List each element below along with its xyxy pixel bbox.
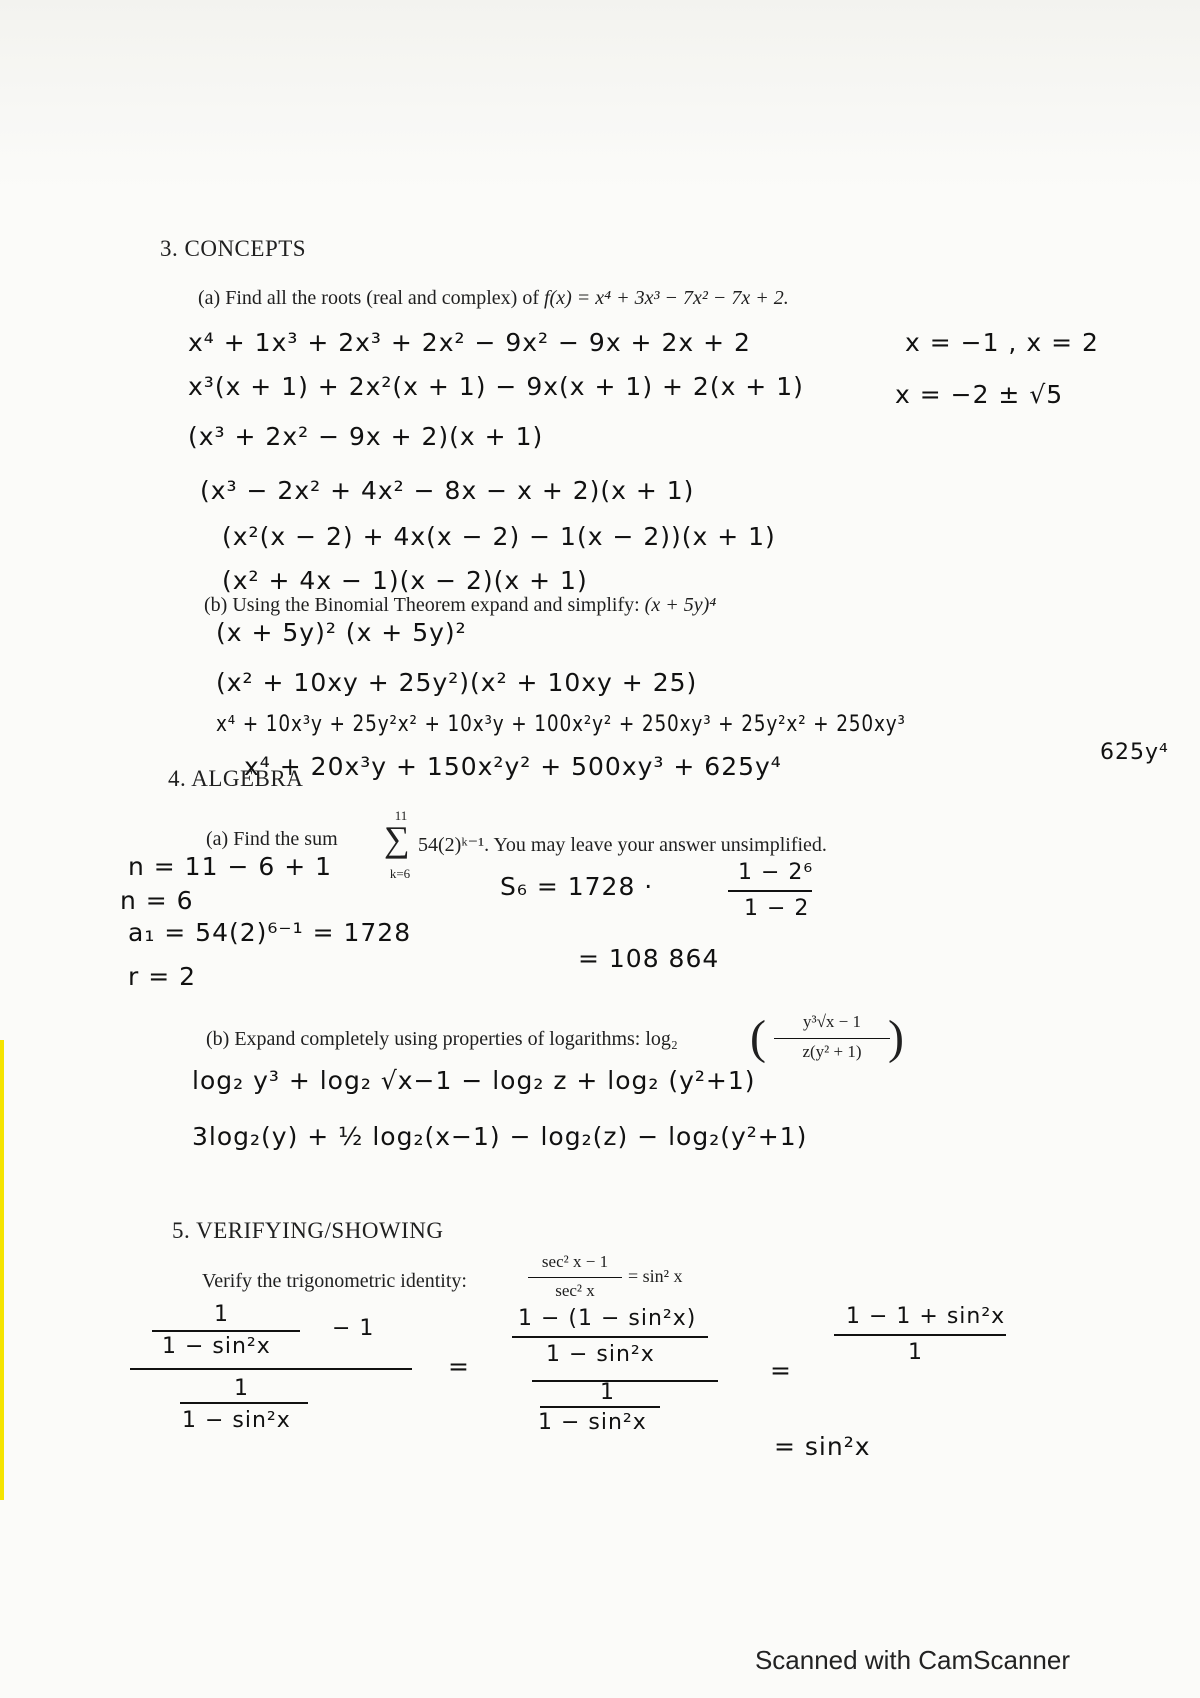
- problem-4a-label: (a) Find the sum: [206, 828, 338, 850]
- problem-3b: [204, 594, 716, 617]
- section-heading-concepts: 3. CONCEPTS: [160, 236, 307, 261]
- trig-step3-denominator: 1: [908, 1340, 923, 1365]
- fraction-bar: [512, 1336, 708, 1338]
- trig-equals: =: [448, 1352, 470, 1381]
- binomial-work-line: (x + 5y)² (x + 5y)²: [216, 618, 467, 647]
- concepts-work-line: (x³ − 2x² + 4x² − 8x − x + 2)(x + 1): [200, 476, 695, 505]
- scan-shadow: [0, 0, 1200, 190]
- fraction-bar: [540, 1406, 660, 1408]
- problem-3b-label: (b) Using the Binomial Theorem expand and simplify:: [204, 594, 645, 616]
- verify-prompt: Verify the trigonometric identity:: [202, 1270, 467, 1292]
- trig-step1-top-denominator: 1 − sin²x: [162, 1334, 271, 1359]
- binomial-work-line: (x² + 10xy + 25y²)(x² + 10xy + 25): [216, 668, 698, 697]
- log-work-line: 3log₂(y) + ½ log₂(x−1) − log₂(z) − log₂(y²+1): [192, 1122, 808, 1151]
- algebra-a-result: S₆ = 1728 ·: [500, 872, 654, 901]
- algebra-a-result-denominator: 1 − 2: [744, 896, 810, 921]
- identity-numerator: sec² x − 1: [541, 1252, 609, 1271]
- paren-open: (: [750, 1011, 766, 1064]
- fraction-bar: [152, 1330, 300, 1332]
- paren-close: ): [888, 1011, 904, 1064]
- trig-step1-minus-one: − 1: [332, 1316, 375, 1341]
- trig-step1-top-numerator: 1: [214, 1302, 229, 1327]
- algebra-a-work-line: n = 6: [120, 886, 194, 915]
- fraction-bar: [834, 1334, 1006, 1336]
- concepts-work-line: (x³ + 2x² − 9x + 2)(x + 1): [188, 422, 544, 451]
- trig-step2-bottom-numerator: 1: [600, 1380, 615, 1405]
- fraction-bar: [180, 1402, 308, 1404]
- page-edge-mark: [0, 1040, 4, 1500]
- binomial-work-line: 625y⁴: [1100, 740, 1169, 765]
- concepts-work-line: (x² + 4x − 1)(x − 2)(x + 1): [222, 566, 588, 595]
- main-fraction-bar: [532, 1380, 718, 1382]
- algebra-a-final: = 108 864: [578, 944, 720, 973]
- trig-step2-top-numerator: 1 − (1 − sin²x): [518, 1306, 697, 1331]
- problem-4b-numerator: y³√x − 1: [802, 1012, 861, 1031]
- problem-3a-label: (a) Find all the roots (real and complex) of: [198, 287, 544, 309]
- algebra-a-work-line: n = 11 − 6 + 1: [128, 852, 332, 881]
- problem-4a-term: 54(2)ᵏ⁻¹. You may leave your answer unsimplified.: [418, 834, 827, 856]
- concepts-root: x = −2 ± √5: [895, 380, 1064, 409]
- fraction-bar: [774, 1038, 890, 1039]
- algebra-a-result-numerator: 1 − 2⁶: [738, 860, 814, 885]
- scanner-watermark: Scanned with CamScanner: [754, 1645, 1070, 1675]
- problem-4b-denominator: z(y² + 1): [802, 1042, 862, 1061]
- problem-3b-expression: (x + 5y)⁴: [644, 594, 717, 616]
- trig-step1-bottom-numerator: 1: [234, 1376, 249, 1401]
- binomial-work-line: x⁴ + 10x³y + 25y²x² + 10x³y + 100x²y² + 250xy³ + 25y²x² + 250xy³: [216, 712, 906, 737]
- trig-step1-bottom-denominator: 1 − sin²x: [182, 1408, 291, 1433]
- binomial-work-line: x⁴ + 20x³y + 150x²y² + 500xy³ + 625y⁴: [244, 752, 782, 781]
- concepts-work-line: (x²(x − 2) + 4x(x − 2) − 1(x − 2))(x + 1): [222, 522, 776, 551]
- identity-rhs: = sin² x: [628, 1266, 683, 1286]
- trig-step2-top-denominator: 1 − sin²x: [546, 1342, 655, 1367]
- concepts-work-line: x⁴ + 1x³ + 2x³ + 2x² − 9x² − 9x + 2x + 2: [188, 328, 751, 357]
- sum-lower-limit: k=6: [389, 866, 411, 881]
- fraction-bar: [728, 890, 812, 892]
- trig-step2-bottom-denominator: 1 − sin²x: [538, 1410, 647, 1435]
- concepts-root: x = −1 , x = 2: [905, 328, 1099, 357]
- trig-equals: =: [770, 1356, 792, 1385]
- concepts-work-line: x³(x + 1) + 2x²(x + 1) − 9x(x + 1) + 2(x + 1): [188, 372, 804, 401]
- fraction-bar: [528, 1277, 622, 1278]
- problem-3a-function: f(x) = x⁴ + 3x³ − 7x² − 7x + 2.: [544, 287, 789, 309]
- section-heading-algebra: 4. ALGEBRA: [168, 766, 304, 791]
- problem-4b-label: (b) Expand completely using properties of logarithms: log₂: [206, 1028, 678, 1050]
- log-work-line: log₂ y³ + log₂ √x−1 − log₂ z + log₂ (y²+1): [192, 1066, 756, 1095]
- section-heading-verifying: 5. VERIFYING/SHOWING: [172, 1218, 444, 1243]
- identity-denominator: sec² x: [555, 1281, 595, 1300]
- algebra-a-work-line: r = 2: [128, 962, 197, 991]
- algebra-a-work-line: a₁ = 54(2)⁶⁻¹ = 1728: [128, 918, 412, 947]
- sum-upper-limit: 11: [394, 808, 408, 823]
- problem-3a: [198, 287, 789, 310]
- trig-final: = sin²x: [774, 1432, 871, 1461]
- trig-step3-numerator: 1 − 1 + sin²x: [846, 1304, 1006, 1329]
- main-fraction-bar: [130, 1368, 412, 1370]
- sigma-icon: ∑: [384, 819, 410, 859]
